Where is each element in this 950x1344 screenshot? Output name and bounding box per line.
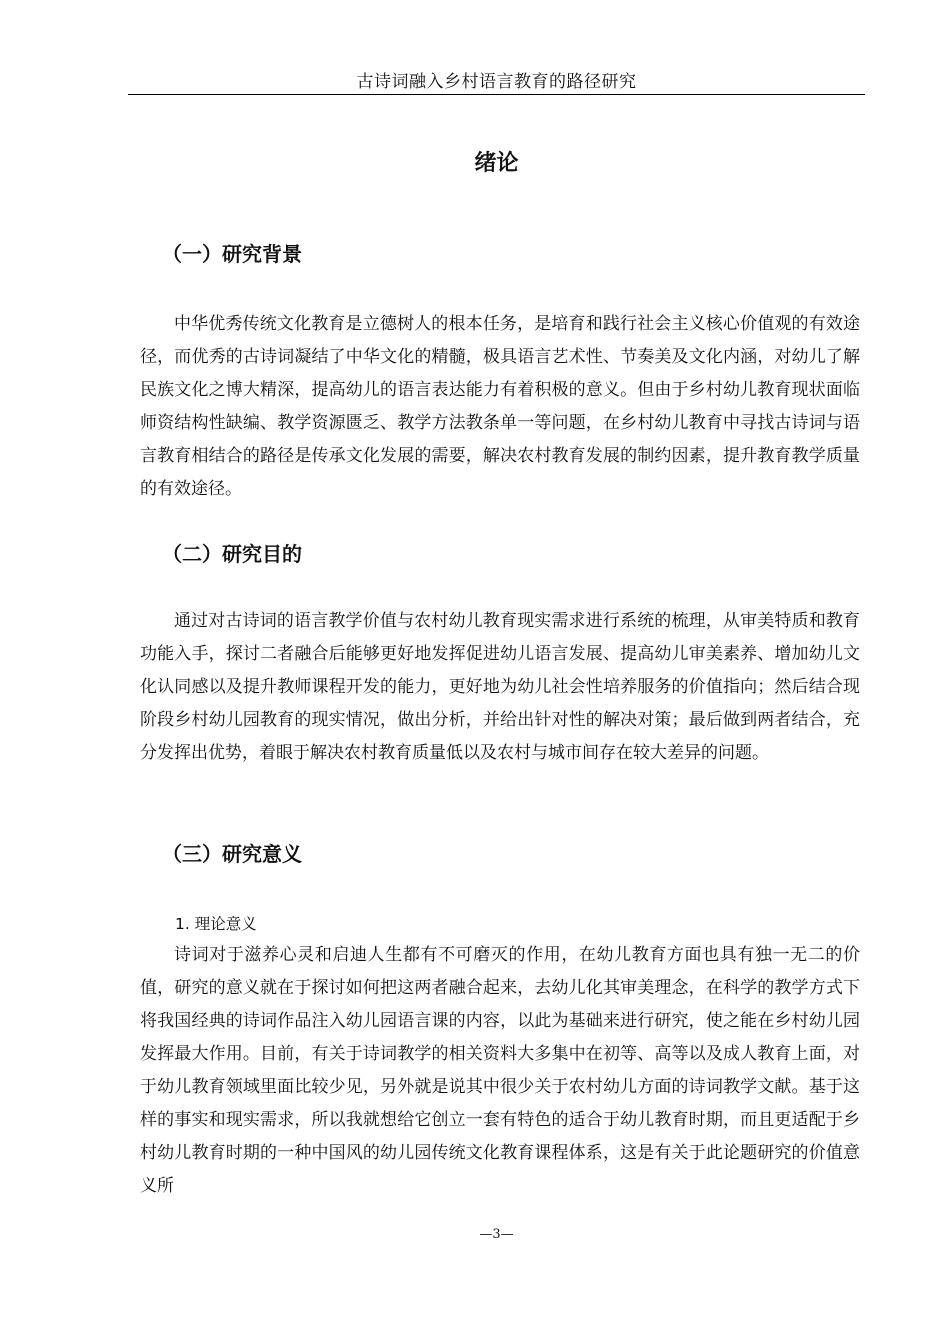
section-heading-significance: （三）研究意义 bbox=[162, 842, 302, 866]
paragraph-significance: 诗词对于滋养心灵和启迪人生都有不可磨灭的作用，在幼儿教育方面也具有独一无二的价值，研究的意义就在于探讨如何把这两者融合起来，去幼儿化其审美理念，在科学的教学方式下将我国经典的诗词作品注入幼儿园语言课的内容，以此为基础来进行研究，使之能在乡村幼儿园发挥最大作用。目前，有关于诗词教学的相关资料大多集中在初等、高等以及成人教育上面，对于幼儿教育领域里面比较少见，另外就是说其中很少关于农村幼儿方面的诗词教学文献。基于这样的事实和现实需求，所以我就想给它创立一套有特色的适合于幼儿教育时期，而且更适配于乡村幼儿教育时期的一种中国风的幼儿园传统文化教育课程体系，这是有关于此论题研究的价值意义所 bbox=[140, 945, 860, 1196]
running-header: 古诗词融入乡村语言教育的路径研究 bbox=[356, 72, 637, 92]
section-heading-purpose: （二）研究目的 bbox=[162, 542, 302, 566]
header-rule bbox=[128, 94, 865, 95]
page-number: —3— bbox=[479, 1227, 514, 1242]
paragraph-background: 中华优秀传统文化教育是立德树人的根本任务，是培育和践行社会主义核心价值观的有效途径，而优秀的古诗词凝结了中华文化的精髓，极具语言艺术性、节奏美及文化内涵，对幼儿了解民族文化之博大精深，提高幼儿的语言表达能力有着积极的意义。但由于乡村幼儿教育现状面临师资结构性缺编、教学资源匮乏、教学方法教条单一等问题，在乡村幼儿教育中寻找古诗词与语言教育相结合的路径是传承文化发展的需要，解决农村教育发展的制约因素，提升教育教学质量的有效途径。 bbox=[140, 314, 860, 499]
subsection-heading-theory: 1. 理论意义 bbox=[175, 915, 257, 933]
chapter-title: 绪论 bbox=[474, 151, 519, 176]
paragraph-purpose: 通过对古诗词的语言教学价值与农村幼儿教育现实需求进行系统的梳理，从审美特质和教育功能入手，探讨二者融合后能够更好地发挥促进幼儿语言发展、提高幼儿审美素养、增加幼儿文化认同感以及提升教师课程开发的能力，更好地为幼儿社会性培养服务的价值指向；然后结合现阶段乡村幼儿园教育的现实情况，做出分析，并给出针对性的解决对策；最后做到两者结合，充分发挥出优势，着眼于解决农村教育质量低以及农村与城市间存在较大差异的问题。 bbox=[140, 611, 860, 763]
section-heading-background: （一）研究背景 bbox=[162, 242, 302, 266]
